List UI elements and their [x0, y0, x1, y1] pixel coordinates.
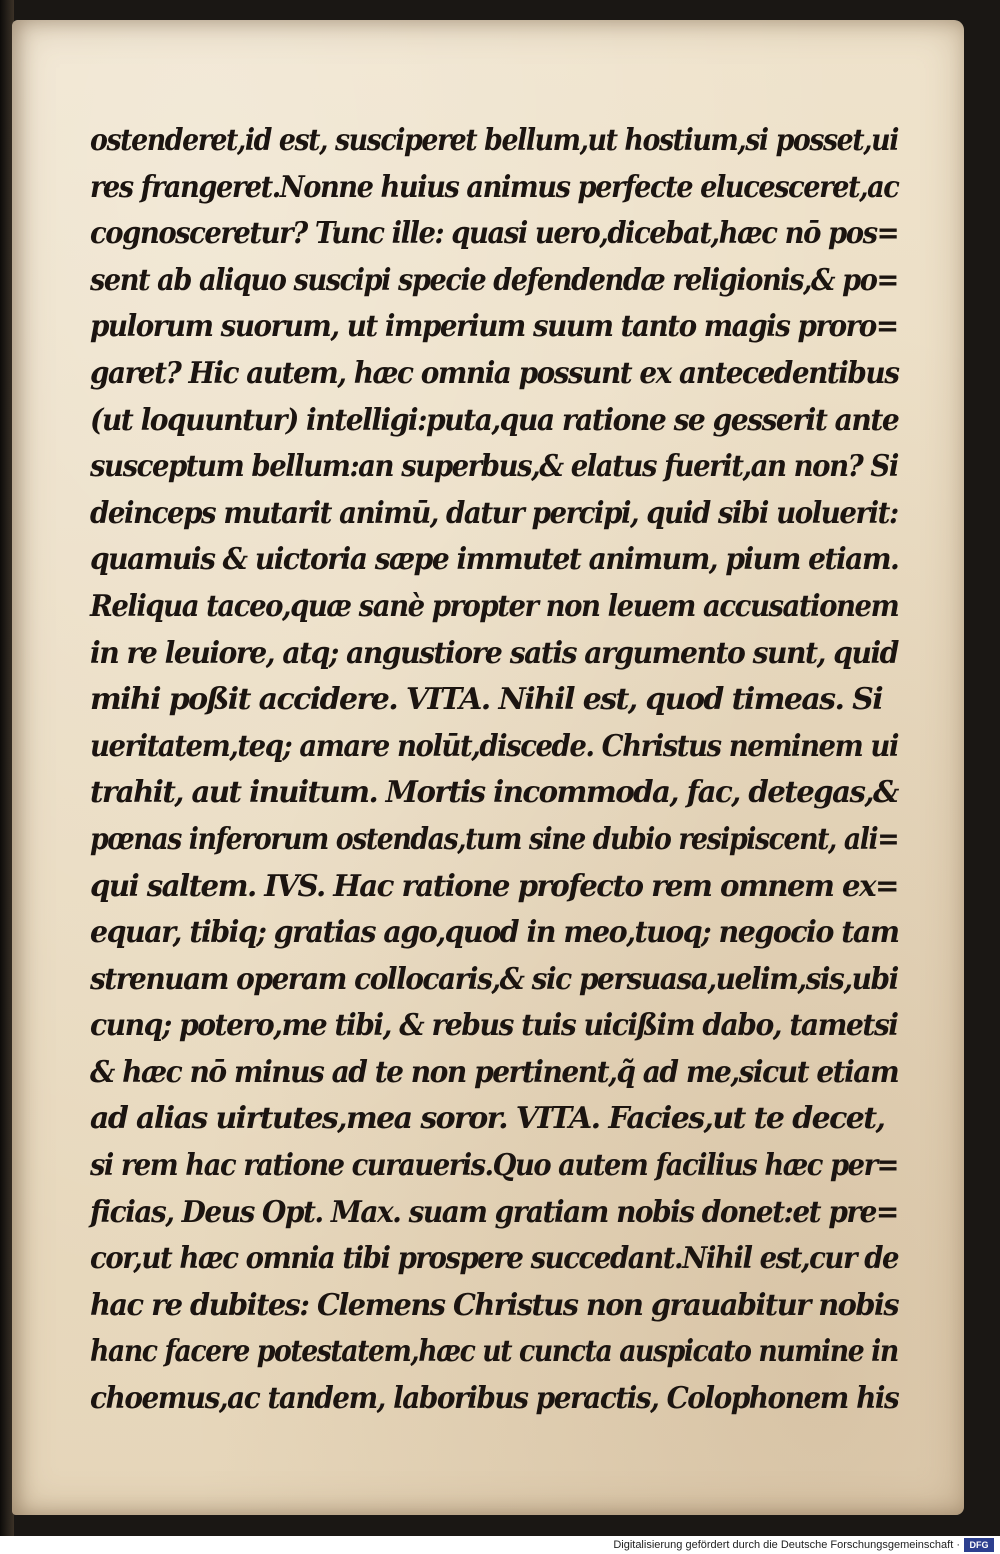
text-line: hac re dubites: Clemens Christus non grauabitur nobis	[90, 1287, 899, 1323]
text-line: trahit, aut inuitum. Mortis incommoda, fac, detegas,&	[90, 775, 898, 811]
text-line: ficias, Deus Opt. Max. suam gratiam nobis donet:et pre=	[90, 1194, 898, 1230]
funding-credit: Digitalisierung gefördert durch die Deutsche Forschungsgemeinschaft ·	[613, 1539, 960, 1551]
page-text-block	[90, 118, 898, 1423]
text-line: choemus,ac tandem, laboribus peractis, Colophonem his	[90, 1381, 899, 1417]
text-line: res frangeret.Nonne huius animus perfecte elucesceret,ac	[90, 169, 899, 205]
text-line: susceptum bellum:an superbus,& elatus fuerit,an non? Si	[90, 449, 898, 485]
text-line: garet? Hic autem, hæc omnia possunt ex antecedentibus	[90, 355, 899, 391]
text-line: strenuam operam collocaris,& sic persuasa,uelim,sis,ubi	[90, 961, 898, 997]
text-line: ostenderet,id est, susciperet bellum,ut hostium,si posset,ui	[90, 123, 898, 158]
text-line: cognosceretur? Tunc ille: quasi uero,dicebat,hæc nō pos=	[90, 216, 899, 252]
text-line: mihi poßit accidere. VITA. Nihil est, quod timeas. Si	[90, 682, 883, 718]
book-page	[12, 20, 964, 1515]
text-line: ad alias uirtutes,mea soror. VITA. Facies,ut te decet,	[90, 1101, 885, 1137]
text-line: pœnas inferorum ostendas,tum sine dubio resipiscent, ali=	[90, 821, 899, 857]
text-line: hanc facere potestatem,hæc ut cuncta auspicato numine in	[90, 1334, 898, 1370]
text-line: quamuis & uictoria sæpe immutet animum, pium etiam.	[90, 542, 899, 578]
text-line: deinceps mutarit animū, datur percipi, quid sibi uoluerit:	[90, 495, 898, 531]
text-line: qui saltem. IVS. Hac ratione profecto rem omnem ex=	[90, 868, 898, 904]
text-line: & hæc nō minus ad te non pertinent,q̃ ad me,sicut etiam	[90, 1054, 899, 1090]
text-line: sent ab aliquo suscipi specie defendendæ religionis,& po=	[90, 262, 898, 298]
text-line: in re leuiore, atq; angustiore satis argumento sunt, quid	[90, 635, 898, 671]
digitization-footer	[0, 1536, 1000, 1554]
text-line: cor,ut hæc omnia tibi prospere succedant.Nihil est,cur de	[90, 1241, 899, 1277]
text-line: ueritatem,teq; amare nolūt,discede. Christus neminem ui	[90, 728, 898, 764]
text-line: Reliqua taceo,quæ sanè propter non leuem accusationem	[90, 588, 899, 624]
dfg-logo-icon: DFG	[964, 1538, 994, 1552]
text-line: si rem hac ratione curaueris.Quo autem facilius hæc per=	[90, 1148, 898, 1184]
text-line: pulorum suorum, ut imperium suum tanto magis proro=	[90, 309, 898, 345]
text-line: equar, tibiq; gratias ago,quod in meo,tuoq; negocio tam	[90, 915, 899, 951]
text-line: (ut loquuntur) intelligi:puta,qua ratione se gesserit ante	[90, 402, 899, 438]
text-line: cunq; potero,me tibi, & rebus tuis uicißim dabo, tametsi	[90, 1008, 898, 1044]
